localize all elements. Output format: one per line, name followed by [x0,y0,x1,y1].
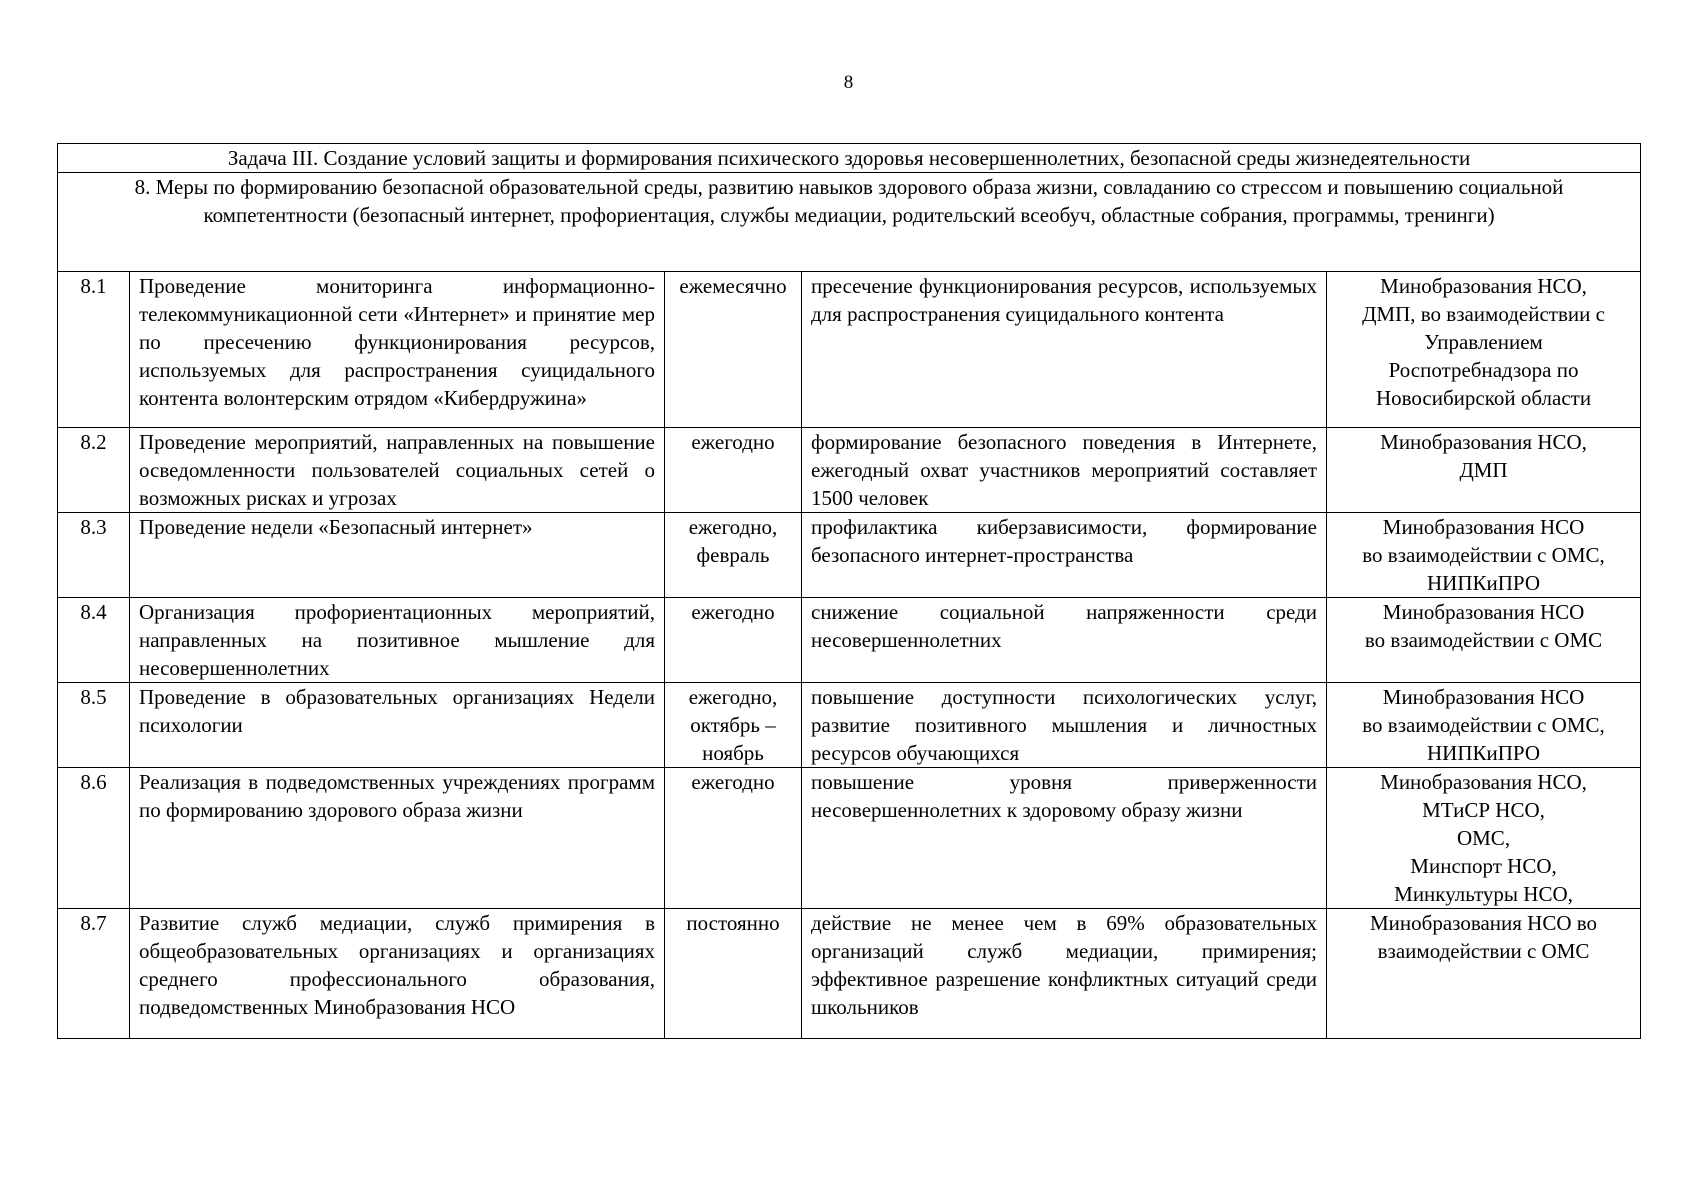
executor-line: Минобразования НСО, [1380,770,1587,794]
measures-table [57,143,1641,1039]
measure-result: профилактика киберзависимости, формирование безопасного интернет-пространства [802,513,1327,598]
measure-term: ежегодно [665,768,802,909]
executor-line: ОМС, [1456,826,1511,850]
measure-number: 8.4 [58,598,130,683]
executor-line: во взаимодействии с ОМС [1364,628,1603,652]
measure-name: Развитие служб медиации, служб примирения в общеобразовательных организациях и организациях среднего профессионального образования, подведомственных Минобразования НСО [130,909,665,1039]
measure-result: снижение социальной напряженности среди несовершеннолетних [802,598,1327,683]
measure-number: 8.3 [58,513,130,598]
executor-line: Минобразования НСО [1382,685,1585,709]
executor-line: во взаимодействии с ОМС, [1362,543,1605,567]
section-title: 8. Меры по формированию безопасной образовательной среды, развитию навыков здорового образа жизни, совладанию со стрессом и повышению социальной компетентности (безопасный интернет, профориентация, службы медиации, родительский всеобуч, областные собрания, программы, тренинги) [58,173,1641,272]
measure-executors [1327,909,1641,1039]
measure-number: 8.6 [58,768,130,909]
measure-term: постоянно [665,909,802,1039]
task-title: Задача III. Создание условий защиты и формирования психического здоровья несовершеннолетних, безопасной среды жизнедеятельности [58,144,1641,173]
executor-line: Минобразования НСО [1382,515,1585,539]
measure-row [58,513,1641,598]
measure-row [58,683,1641,768]
measure-result: формирование безопасного поведения в Интернете, ежегодный охват участников мероприятий составляет 1500 человек [802,428,1327,513]
executor-line: Минкультуры НСО, [1394,882,1573,906]
measure-name: Реализация в подведомственных учреждениях программ по формированию здорового образа жизни [130,768,665,909]
measure-term: ежегодно [665,428,802,513]
measure-name: Проведение в образовательных организациях Недели психологии [130,683,665,768]
measure-executors [1327,598,1641,683]
measure-number: 8.2 [58,428,130,513]
executor-line: взаимодействии с ОМС [1377,939,1590,963]
measure-term: ежегодно [665,598,802,683]
executor-line: ДМП, во взаимодействии с [1362,302,1605,326]
measure-number: 8.1 [58,272,130,428]
executor-line: Роспотребнадзора по [1388,358,1579,382]
executor-line: Минобразования НСО, [1380,274,1587,298]
executor-line: Минобразования НСО во [1370,911,1598,935]
measure-row [58,768,1641,909]
measure-name: Проведение недели «Безопасный интернет» [130,513,665,598]
executor-line: Минспорт НСО, [1410,854,1557,878]
measure-name: Проведение мероприятий, направленных на повышение осведомленности пользователей социальных сетей о возможных рисках и угрозах [130,428,665,513]
measure-row [58,598,1641,683]
measure-number: 8.7 [58,909,130,1039]
measure-executors [1327,272,1641,428]
task-row [58,144,1641,173]
measure-row [58,428,1641,513]
section-row [58,173,1641,272]
executor-line: МТиСР НСО, [1422,798,1545,822]
measure-row [58,909,1641,1039]
executor-line: ДМП [1459,458,1508,482]
measure-number: 8.5 [58,683,130,768]
measure-name: Организация профориентационных мероприятий, направленных на позитивное мышление для несовершеннолетних [130,598,665,683]
measure-name: Проведение мониторинга информационно-телекоммуникационной сети «Интернет» и принятие мер по пресечению функционирования ресурсов, используемых для распространения суицидального контента волонтерским отрядом «Кибердружина» [130,272,665,428]
measure-row [58,272,1641,428]
measure-result: повышение доступности психологических услуг, развитие позитивного мышления и личностных ресурсов обучающихся [802,683,1327,768]
executor-line: НИПКиПРО [1427,741,1541,765]
measure-result: пресечение функционирования ресурсов, используемых для распространения суицидального контента [802,272,1327,428]
measure-term: ежемесячно [665,272,802,428]
measure-result: повышение уровня приверженности несовершеннолетних к здоровому образу жизни [802,768,1327,909]
measure-result: действие не менее чем в 69% образовательных организаций служб медиации, примирения; эффективное разрешение конфликтных ситуаций среди школьников [802,909,1327,1039]
measure-term: ежегодно, октябрь – ноябрь [665,683,802,768]
measure-executors [1327,428,1641,513]
executor-line: НИПКиПРО [1427,571,1541,595]
measure-executors [1327,768,1641,909]
executor-line: Минобразования НСО [1382,600,1585,624]
executor-line: во взаимодействии с ОМС, [1362,713,1605,737]
measure-term: ежегодно, февраль [665,513,802,598]
measure-executors [1327,683,1641,768]
executor-line: Управлением [1424,330,1543,354]
executor-line: Новосибирской области [1375,386,1592,410]
page-number: 8 [843,72,854,93]
measure-executors [1327,513,1641,598]
executor-line: Минобразования НСО, [1380,430,1587,454]
